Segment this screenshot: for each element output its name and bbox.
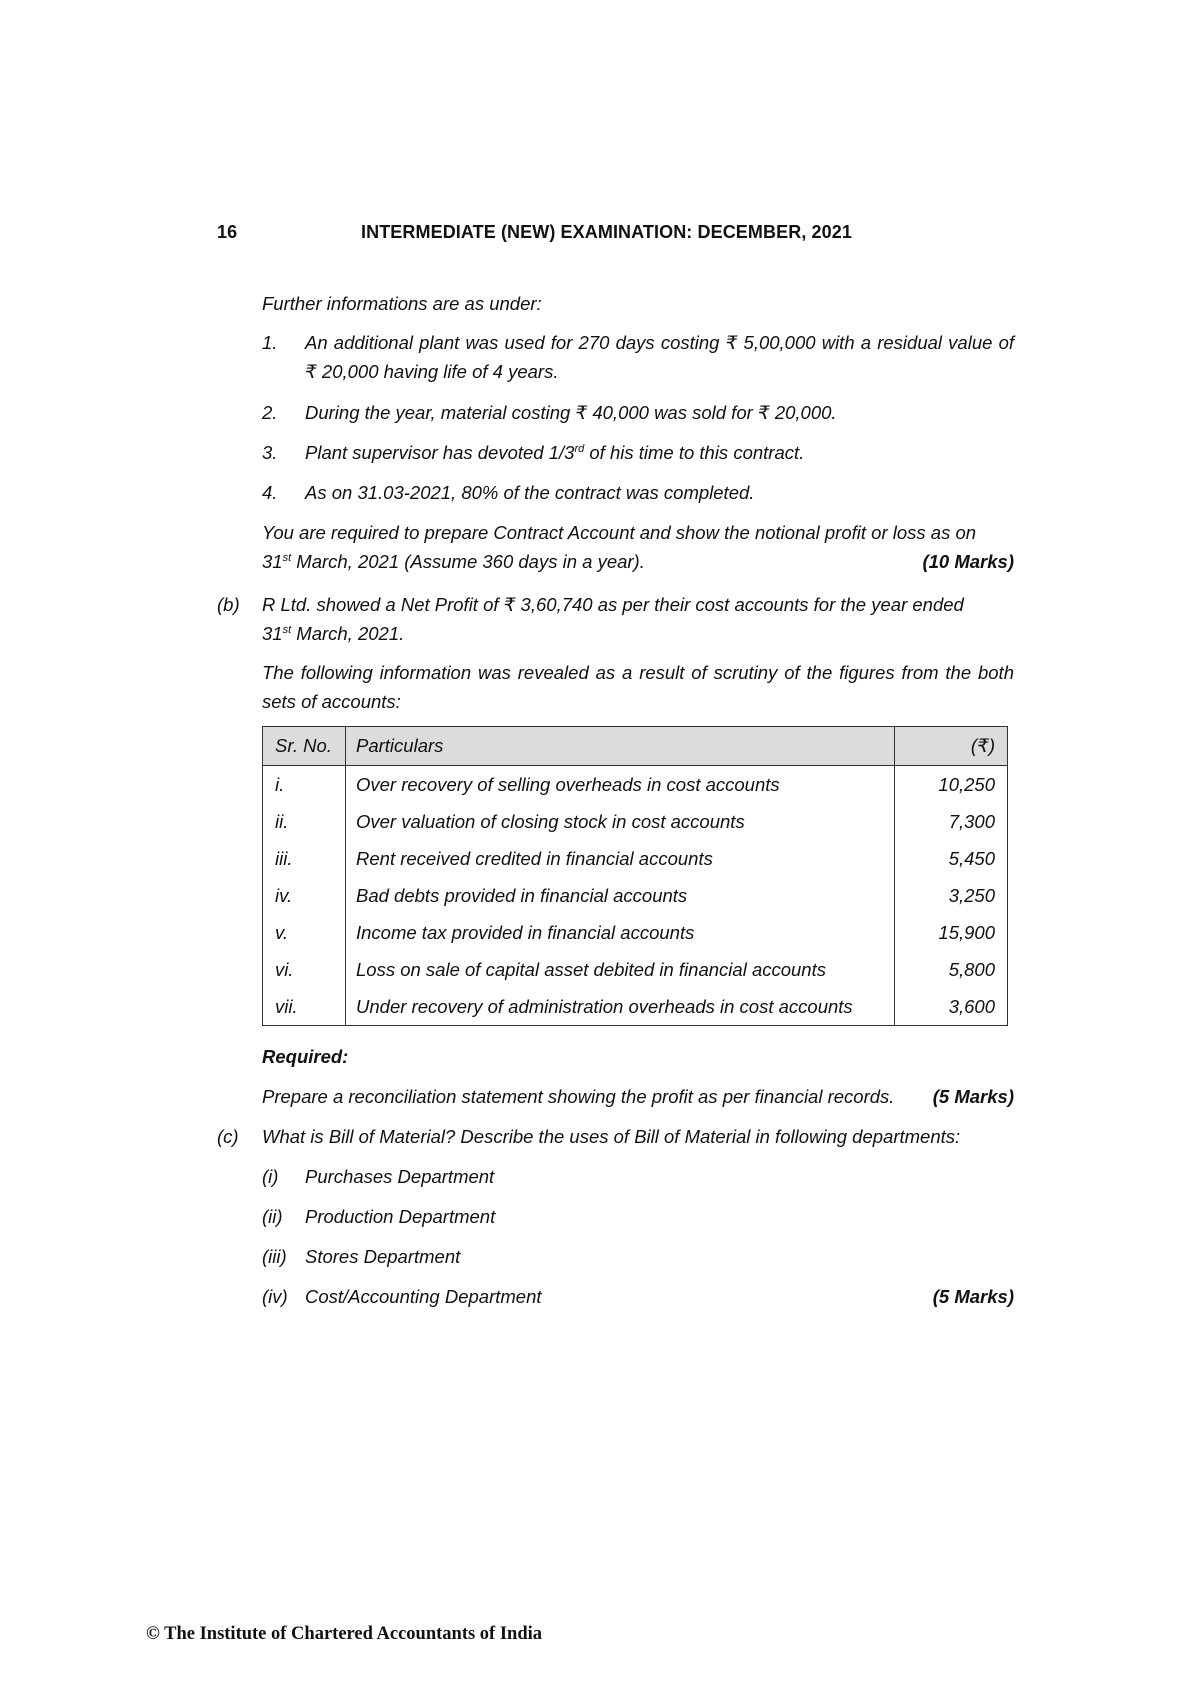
cell-particulars: Loss on sale of capital asset debited in financial accounts [346,951,895,988]
cell-sr: v. [263,914,346,951]
marks-badge: (5 Marks) [932,1286,1014,1307]
list-item-number: 2. [262,402,278,423]
page-header-title: INTERMEDIATE (NEW) EXAMINATION: DECEMBER, 2021 [361,222,852,242]
cell-particulars: Bad debts provided in financial accounts [346,877,895,914]
list-item-text: Cost/Accounting Department (5 Marks) [305,1283,1014,1312]
question-label: (b) [217,594,240,615]
cell-amount: 7,300 [895,803,1008,840]
list-item-text: Production Department [305,1206,496,1227]
cell-particulars: Over recovery of selling overheads in cost accounts [346,766,895,804]
list-item-number: (i) [262,1166,279,1187]
marks-badge: (10 Marks) [922,550,1014,572]
required-label: Required: [262,1046,349,1067]
cell-amount: 5,800 [895,951,1008,988]
requirement-text: You are required to prepare Contract Account and show the notional profit or loss as on 31st March, 2021 (Assume 360 days in a year). (10 Marks) [262,519,1014,576]
further-info-intro: Further informations are as under: [262,293,542,314]
table-row [263,877,1008,914]
cell-particulars: Under recovery of administration overheads in cost accounts [346,988,895,1026]
list-item-number: 1. [262,332,278,353]
cell-sr: ii. [263,803,346,840]
copyright-footer: © The Institute of Chartered Accountants of India [146,1624,543,1644]
list-item-number: (ii) [262,1206,283,1227]
table-row [263,914,1008,951]
page-number: 16 [217,222,238,242]
cell-amount: 10,250 [895,766,1008,804]
cell-amount: 15,900 [895,914,1008,951]
cell-sr: iv. [263,877,346,914]
cell-amount: 3,600 [895,988,1008,1026]
cell-sr: vi. [263,951,346,988]
reconciliation-table [262,726,1008,1026]
cell-sr: iii. [263,840,346,877]
table-row [263,766,1008,804]
list-item-text: As on 31.03-2021, 80% of the contract was completed. [305,482,755,503]
header-particulars: Particulars [346,727,895,766]
cell-amount: 5,450 [895,840,1008,877]
cell-sr: i. [263,766,346,804]
cell-amount: 3,250 [895,877,1008,914]
list-item-text: Stores Department [305,1246,461,1267]
info-text: The following information was revealed as a result of scrutiny of the figures from the both sets of accounts: [262,662,1014,712]
question-label: (c) [217,1126,239,1147]
required-text: Prepare a reconciliation statement showing the profit as per financial records. (5 Marks) [262,1083,1014,1112]
table-row [263,988,1008,1026]
list-item-number: 3. [262,442,278,463]
table-header-row [263,727,1008,766]
cell-particulars: Over valuation of closing stock in cost accounts [346,803,895,840]
list-item-text: An additional plant was used for 270 days costing ₹ 5,00,000 with a residual value of ₹ 20,000 having life of 4 years. [305,332,1014,382]
cell-particulars: Income tax provided in financial accounts [346,914,895,951]
list-item-number: (iv) [262,1286,288,1307]
list-item-text: Plant supervisor has devoted 1/3rd of his time to this contract. [305,442,805,463]
table-row [263,803,1008,840]
list-item-number: 4. [262,482,278,503]
question-text: What is Bill of Material? Describe the uses of Bill of Material in following departments: [262,1126,961,1147]
table-row [263,951,1008,988]
table-row [263,840,1008,877]
list-item-text: Purchases Department [305,1166,495,1187]
marks-badge: (5 Marks) [932,1086,1014,1107]
header-sr-no: Sr. No. [263,727,346,766]
header-amount: (₹) [895,727,1008,766]
list-item-text: During the year, material costing ₹ 40,000 was sold for ₹ 20,000. [305,402,837,423]
question-intro: R Ltd. showed a Net Profit of ₹ 3,60,740 as per their cost accounts for the year ended 31st March, 2021. [262,594,964,644]
cell-particulars: Rent received credited in financial accounts [346,840,895,877]
cell-sr: vii. [263,988,346,1026]
list-item-number: (iii) [262,1246,287,1267]
